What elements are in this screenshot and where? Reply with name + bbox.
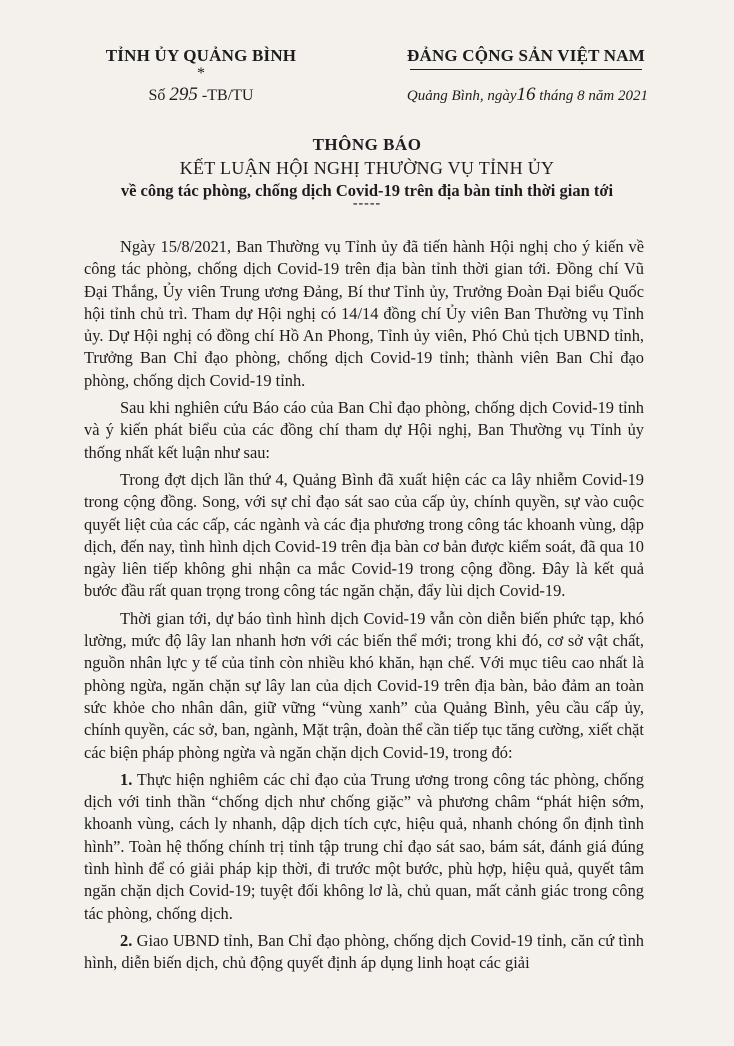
- document-title: KẾT LUẬN HỘI NGHỊ THƯỜNG VỤ TỈNH ỦY: [179, 158, 555, 178]
- date-day: 16: [516, 84, 536, 105]
- doc-suffix: -TB/TU: [201, 87, 254, 104]
- numbered-paragraph: [84, 930, 644, 975]
- document-title-block: [60, 135, 674, 209]
- item-text: Giao UBND tỉnh, Ban Chỉ đạo phòng, chống dịch Covid-19 tỉnh, căn cứ tình hình, diễn biến dịch, chủ động quyết định áp dụng linh hoạt các giải: [84, 930, 644, 973]
- party-name: ĐẢNG CỘNG SẢN VIỆT NAM: [406, 46, 646, 65]
- document-subject: về công tác phòng, chống dịch Covid-19 trên địa bàn tỉnh thời gian tới: [120, 181, 614, 200]
- document-body: [84, 236, 644, 980]
- document-number: [96, 84, 306, 106]
- paragraph: Ngày 15/8/2021, Ban Thường vụ Tỉnh ủy đã tiến hành Hội nghị cho ý kiến về công tác phòng, chống dịch Covid-19 trên địa bàn tỉnh thời gian tới. Đồng chí Vũ Đại Thắng, Ủy viên Trung ương Đảng, Bí thư Tỉnh ủy, Trưởng Đoàn Đại biểu Quốc hội tỉnh chủ trì. Tham dự Hội nghị có 14/14 đồng chí Ủy viên Ban Thường vụ Tỉnh ủy. Dự Hội nghị có đồng chí Hồ An Phong, Tỉnh ủy viên, Phó Chủ tịch UBND tỉnh, Trưởng Ban Chỉ đạo phòng, chống dịch Covid-19 tỉnh; thành viên Ban Chỉ đạo phòng, chống dịch Covid-19 tỉnh.: [84, 237, 644, 390]
- document-type: THÔNG BÁO: [312, 135, 422, 154]
- date-prefix: Quảng Bình, ngày: [406, 88, 517, 104]
- party-underline: [410, 69, 642, 70]
- date-suffix: tháng 8 năm 2021: [539, 88, 648, 104]
- issuing-organization-block: [96, 46, 306, 106]
- title-separator: -----: [352, 196, 382, 211]
- item-number: 1.: [120, 769, 133, 789]
- item-number: 2.: [120, 930, 133, 950]
- issuing-organization: TỈNH ỦY QUẢNG BÌNH: [105, 46, 297, 65]
- dateline: [396, 84, 656, 106]
- paragraph: Trong đợt dịch lần thứ 4, Quảng Bình đã xuất hiện các ca lây nhiễm Covid-19 trong cộng đồng. Song, với sự chỉ đạo sát sao của cấp ủy, chính quyền, sự vào cuộc quyết liệt của các cấp, các ngành và các địa phương trong công tác khoanh vùng, dập dịch, đến nay, tình hình dịch Covid-19 trên địa bàn cơ bản được kiểm soát, đã qua 10 ngày liên tiếp không ghi nhận ca mắc Covid-19 trong cộng đồng. Đây là kết quả bước đầu rất quan trọng trong công tác ngăn chặn, đẩy lùi dịch Covid-19.: [84, 469, 644, 601]
- paragraph: Thời gian tới, dự báo tình hình dịch Covid-19 vẫn còn diễn biến phức tạp, khó lường, mức độ lây lan nhanh hơn với các biến thể mới; trong khi đó, cơ sở vật chất, nguồn nhân lực y tế của tỉnh còn nhiều khó khăn, hạn chế. Với mục tiêu cao nhất là phòng ngừa, ngăn chặn sự lây lan của dịch Covid-19 trên địa bàn, bảo đảm an toàn sức khỏe cho nhân dân, giữ vững “vùng xanh” của Quảng Bình, yêu cầu cấp ủy, chính quyền, các sở, ban, ngành, Mặt trận, đoàn thể cần tiếp tục tăng cường, xiết chặt các biện pháp phòng ngừa và ngăn chặn dịch Covid-19, trong đó:: [84, 608, 644, 762]
- party-header-block: [396, 46, 656, 106]
- doc-prefix: Số: [148, 87, 166, 104]
- numbered-paragraph: [84, 769, 644, 925]
- doc-num: 295: [169, 84, 198, 105]
- paragraph: Sau khi nghiên cứu Báo cáo của Ban Chỉ đạo phòng, chống dịch Covid-19 tỉnh và ý kiến phát biểu của các đồng chí tham dự Hội nghị, Ban Thường vụ Tỉnh ủy thống nhất kết luận như sau:: [84, 398, 644, 462]
- item-text: Thực hiện nghiêm các chỉ đạo của Trung ương trong công tác phòng, chống dịch với tinh thần “chống dịch như chống giặc” và phương châm “phát hiện sớm, khoanh vùng, cách ly nhanh, dập dịch tích cực, hiệu quả, nhanh chóng ổn định tình hình”. Toàn hệ thống chính trị tỉnh tập trung chỉ đạo sát sao, bám sát, đánh giá đúng tình hình để có giải pháp kịp thời, đi trước một bước, phù hợp, hiệu quả, quyết tâm ngăn chặn dịch Covid-19; tuyệt đối không lơ là, chủ quan, mất cảnh giác trong công tác phòng, chống dịch.: [84, 769, 644, 923]
- star-mark: *: [197, 65, 205, 82]
